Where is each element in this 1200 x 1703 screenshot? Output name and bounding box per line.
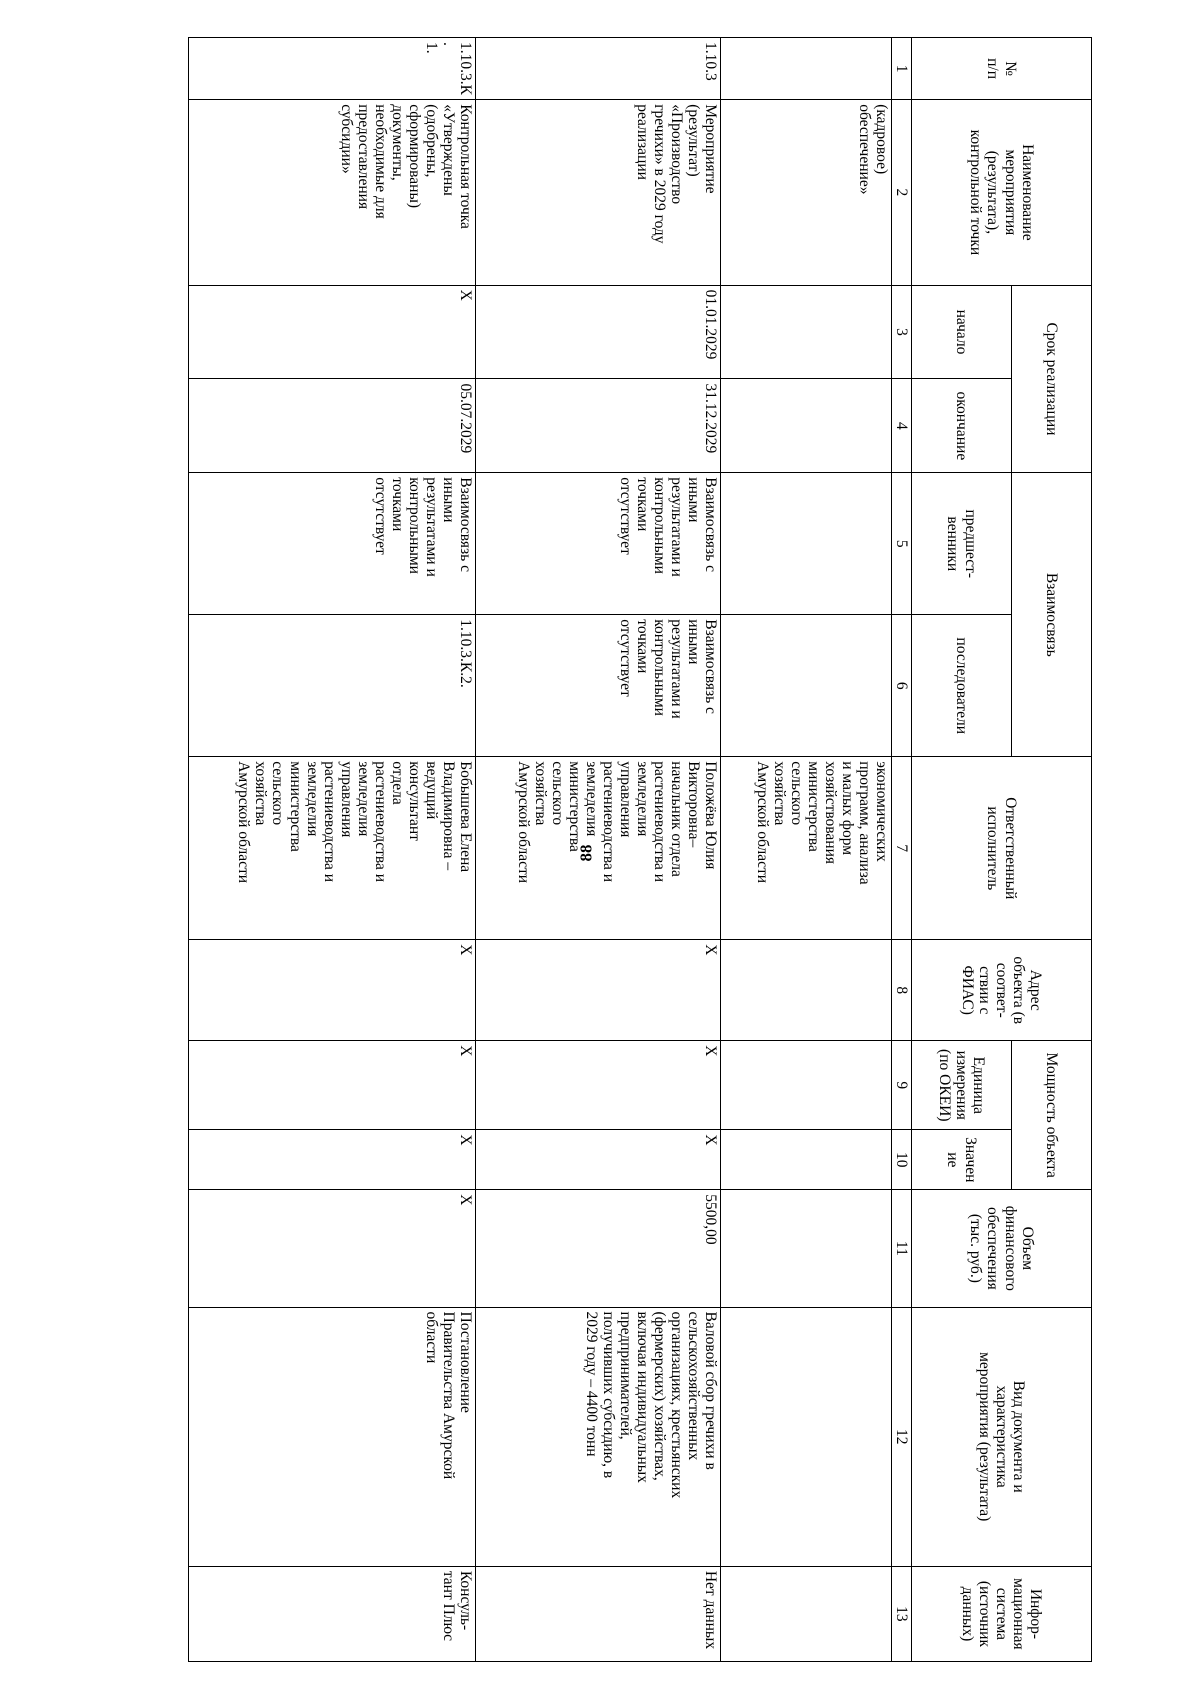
cell-unit: X: [189, 1041, 476, 1130]
cell-predecessors: Взаимосвязь с иными результатами и контрольными точками отсутствует: [475, 473, 720, 615]
cell-value: X: [475, 1130, 720, 1190]
cell-doc-type: Валовой сбор гречихи в сельскохозяйственных организациях, крестьянских (фермерских) хозяйствах, включая индивидуальных предпринимателей, получивших субсидию, в 2029 году – 4400 тонн: [475, 1307, 720, 1566]
cell-successors: 1.10.3.К.2.: [189, 615, 476, 757]
cell-executor: экономических программ, анализа и малых форм хозяйствования министерства сельского хозяйства Амурской области: [721, 757, 892, 940]
cell-executor: Бобышева Елена Владимировна – ведущий консультант отдела растениеводства и земледелия управления растениеводства и земледелия министерства сельского хозяйства Амурской области: [189, 757, 476, 940]
header-financing: Объем финансового обеспечения (тыс. руб.): [912, 1190, 1092, 1307]
cell-unit: X: [475, 1041, 720, 1130]
activities-table: [188, 37, 1092, 1662]
cell-value: [721, 1130, 892, 1190]
cell-info-system: [721, 1566, 892, 1661]
cell-predecessors: Взаимосвязь с иными результатами и контрольными точками отсутствует: [189, 473, 476, 615]
cell-name: (кадровое) обеспечение»: [721, 100, 892, 285]
cell-successors: Взаимосвязь с иными результатами и контрольными точками отсутствует: [475, 615, 720, 757]
column-number: 12: [892, 1307, 912, 1566]
header-period: Срок реализации: [1012, 285, 1092, 473]
header-successors: последователи: [912, 615, 1012, 757]
column-number: 6: [892, 615, 912, 757]
header-value: Значение: [912, 1130, 1012, 1190]
column-number: 13: [892, 1566, 912, 1661]
header-row-1: [1012, 38, 1092, 1662]
column-number: 11: [892, 1190, 912, 1307]
header-end: окончание: [912, 379, 1012, 473]
header-address: Адрес объекта (в соответ- ствии с ФИАС): [912, 940, 1092, 1041]
cell-num: 1.10.3: [475, 38, 720, 100]
cell-end: 05.07.2029: [189, 379, 476, 473]
column-number: 1: [892, 38, 912, 100]
cell-predecessors: [721, 473, 892, 615]
header-executor: Ответственный исполнитель: [912, 757, 1092, 940]
cell-financing: [721, 1190, 892, 1307]
table-row: [189, 38, 476, 1662]
header-info-system: Инфор- мационная система (источник данных): [912, 1566, 1092, 1661]
cell-start: [721, 285, 892, 379]
header-unit: Единица измерения (по ОКЕИ): [912, 1041, 1012, 1130]
cell-executor: Положёва Юлия Викторовна– начальник отдела растениеводства и земледелия управления растениеводства и земледелия министерства сельского хозяйства Амурской области: [475, 757, 720, 940]
cell-end: 31.12.2029: [475, 379, 720, 473]
cell-name: Мероприятие (результат) «Производство гречихи» в 2029 году реализации: [475, 100, 720, 285]
column-number: 5: [892, 473, 912, 615]
cell-address: X: [189, 940, 476, 1041]
cell-end: [721, 379, 892, 473]
cell-financing: 5500,00: [475, 1190, 720, 1307]
header-relation: Взаимосвязь: [1012, 473, 1092, 757]
cell-doc-type: [721, 1307, 892, 1566]
header-predecessors: предшест- венники: [912, 473, 1012, 615]
cell-successors: [721, 615, 892, 757]
cell-financing: X: [189, 1190, 476, 1307]
header-start: начало: [912, 285, 1012, 379]
page-number: 88: [576, 844, 596, 862]
cell-doc-type: Постановление Правительства Амурской области: [189, 1307, 476, 1566]
header-name: Наименование мероприятия (результата), контрольной точки: [912, 100, 1092, 285]
cell-info-system: Нет данных: [475, 1566, 720, 1661]
column-number: 9: [892, 1041, 912, 1130]
cell-start: X: [189, 285, 476, 379]
column-number: 2: [892, 100, 912, 285]
column-number: 3: [892, 285, 912, 379]
cell-start: 01.01.2029: [475, 285, 720, 379]
cell-info-system: Консуль- тант Плюс: [189, 1566, 476, 1661]
header-num: № п/п: [912, 38, 1092, 100]
column-number: 10: [892, 1130, 912, 1190]
table-row: [721, 38, 892, 1662]
cell-address: X: [475, 940, 720, 1041]
table-row: [475, 38, 720, 1662]
header-doc-type: Вид документа и характеристика мероприятия (результата): [912, 1307, 1092, 1566]
column-number: 7: [892, 757, 912, 940]
column-number: 8: [892, 940, 912, 1041]
cell-address: [721, 940, 892, 1041]
cell-unit: [721, 1041, 892, 1130]
cell-value: X: [189, 1130, 476, 1190]
column-number: 4: [892, 379, 912, 473]
column-numbers-row: [892, 38, 912, 1662]
rotated-table-container: [188, 37, 1092, 1662]
cell-name: Контрольная точка «Утверждены (одобрены, сформированы) документы, необходимые для предоставления субсидии»: [189, 100, 476, 285]
cell-num: 1.10.3.К. 1.: [189, 38, 476, 100]
header-capacity: Мощность объекта: [1012, 1041, 1092, 1190]
cell-num: [721, 38, 892, 100]
